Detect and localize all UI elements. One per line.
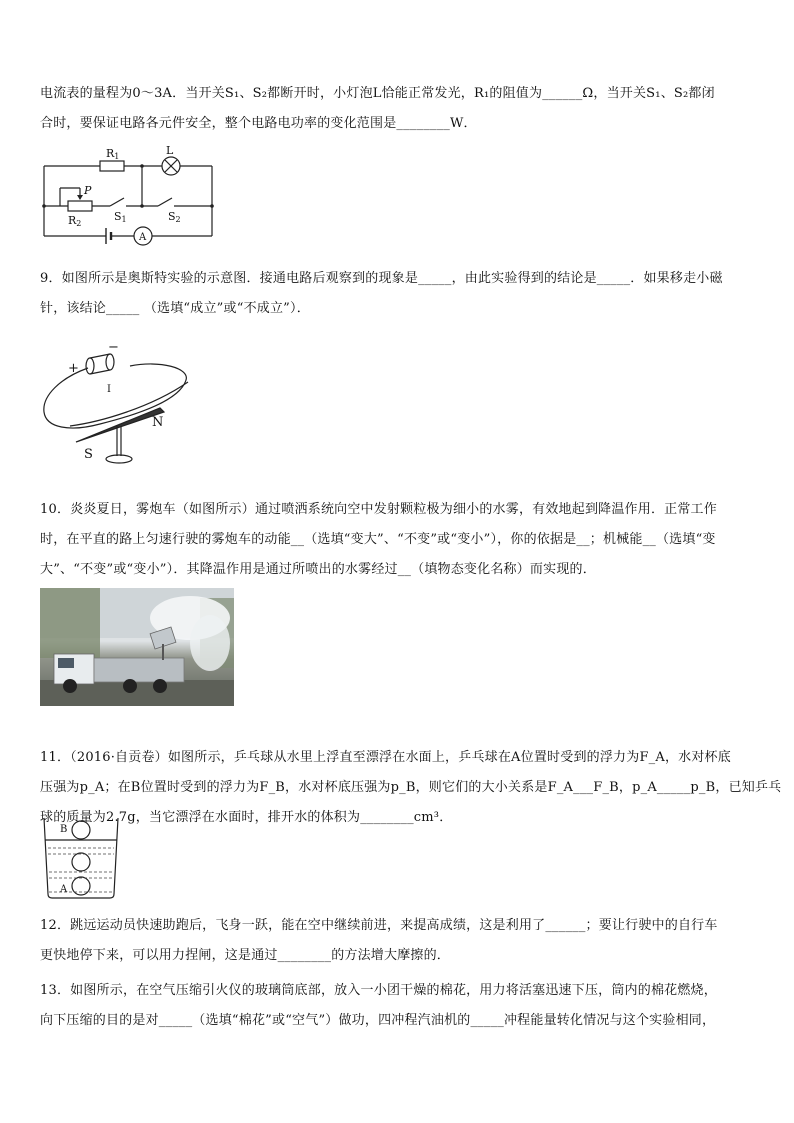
svg-text:A: A — [60, 884, 68, 895]
q11-line-1: 11．（2016·自贡卷）如图所示，乒乓球从水里上浮直至漂浮在水面上，乒乓球在A位置时受到的浮力为F_A，水对杯底 — [40, 750, 731, 765]
q10-line-3: 大”、“不变”或“变小”）．其降温作用是通过所喷出的水雾经过__（填物态变化名称）而实现的． — [40, 562, 596, 577]
q13-line-1: 13．如图所示，在空气压缩引火仪的玻璃筒底部，放入一小团干燥的棉花，用力将活塞迅速下压，筒内的棉花燃烧， — [40, 983, 717, 998]
q12-line-1: 12．跳远运动员快速助跑后，飞身一跃，能在空中继续前进，来提高成绩，这是利用了______；要让行驶中的自行车 — [40, 918, 718, 933]
svg-text:−: − — [108, 340, 119, 355]
circuit-diagram — [40, 144, 216, 246]
svg-text:N: N — [152, 415, 164, 430]
q12-line-2: 更快地停下来，可以用力捏闸，这是通过________的方法增大摩擦的． — [40, 948, 451, 963]
fog-cannon-truck-photo — [40, 588, 234, 706]
svg-text:L: L — [166, 144, 174, 157]
svg-text:S: S — [84, 447, 93, 462]
resistor-r1 — [100, 161, 124, 171]
switch-s1 — [110, 198, 124, 206]
resistor-r2 — [68, 201, 92, 211]
q10-line-1: 10．炎炎夏日，雾炮车（如图所示）通过喷洒系统向空中发射颗粒极为细小的水雾，有效地起到降温作用．正常工作 — [40, 502, 717, 517]
q9-line-2: 针，该结论_____ （选填“成立”或“不成立”）． — [40, 301, 310, 316]
svg-text:P: P — [84, 184, 92, 197]
svg-text:I: I — [107, 384, 111, 395]
ball-b — [72, 821, 90, 839]
text-line-1: 电流表的量程为0～3A．当开关S₁、S₂都断开时，小灯泡L恰能正常发光，R₁的阻值为______Ω，当开关S₁、S₂都闭 — [40, 86, 715, 101]
svg-text:S1: S1 — [114, 210, 127, 224]
svg-text:R2: R2 — [68, 214, 82, 228]
q9-line-1: 9．如图所示是奥斯特实验的示意图．接通电路后观察到的现象是_____，由此实验得到的结论是_____．如果移走小磁 — [40, 271, 723, 286]
q13-line-2: 向下压缩的目的是对_____（选填“棉花”或“空气”）做功，四冲程汽油机的_____冲程能量转化情况与这个实验相同， — [40, 1013, 716, 1028]
oersted-figure — [40, 338, 200, 470]
svg-text:+: + — [68, 361, 79, 376]
svg-text:R1: R1 — [106, 147, 120, 161]
compass-needle-icon — [76, 408, 164, 442]
q10-line-2: 时，在平直的路上匀速行驶的雾炮车的动能__（选填“变大”、“不变”或“变小”），你的依据是__；机械能__（选填“变 — [40, 532, 716, 547]
beaker-figure — [40, 814, 122, 902]
switch-s2 — [158, 198, 172, 206]
q11-line-2: 压强为p_A；在B位置时受到的浮力为F_B，水对杯底压强为p_B，则它们的大小关系是F_A___F_B，p_A_____p_B，已知乒乓 — [40, 780, 782, 795]
q11-line-3: 球的质量为2.7g，当它漂浮在水面时，排开水的体积为________cm³． — [40, 810, 453, 825]
svg-text:S2: S2 — [168, 210, 181, 224]
svg-text:A: A — [139, 232, 147, 243]
text-line-2: 合时，要保证电路各元件安全，整个电路电功率的变化范围是________W． — [40, 116, 477, 131]
ball-middle — [72, 853, 90, 871]
svg-text:B: B — [60, 824, 68, 835]
